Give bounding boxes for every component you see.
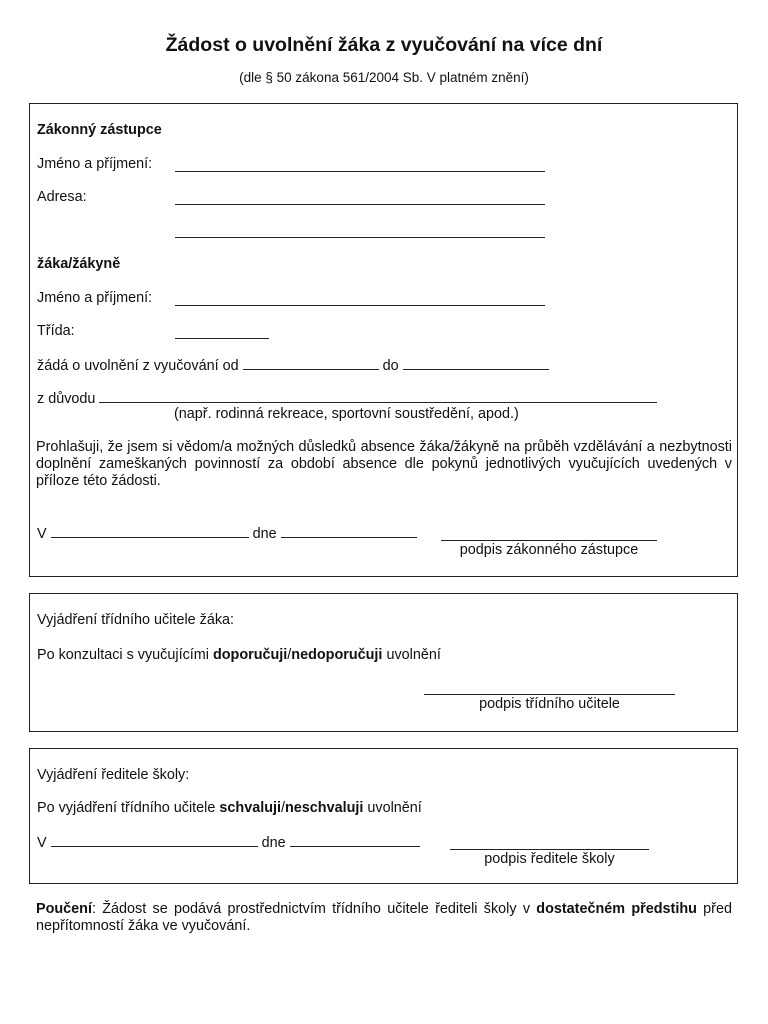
option-recommend[interactable]: doporučuji — [212, 647, 288, 663]
headmaster-signature-caption: podpis ředitele školy — [484, 851, 615, 867]
place-field[interactable] — [51, 833, 258, 847]
request-to-label: do — [382, 358, 399, 374]
guardian-heading: Zákonný zástupce — [37, 122, 162, 138]
note-emphasis: dostatečném předstihu — [536, 901, 697, 917]
option-separator: / — [287, 647, 292, 663]
pupil-name-field[interactable] — [175, 305, 545, 306]
date-label: dne — [252, 526, 277, 542]
headmaster-place-date-line — [37, 833, 420, 852]
date-field[interactable] — [281, 524, 417, 538]
page-subtitle: (dle § 50 zákona 561/2004 Sb. V platném znění) — [239, 70, 529, 85]
class-teacher-section — [29, 593, 738, 732]
statement-prefix: Po konzultaci s vyučujícími — [37, 647, 209, 663]
guardian-name-label: Jméno a příjmení: — [37, 156, 153, 172]
page-title: Žádost o uvolnění žáka z vyučování na více dní — [165, 34, 603, 56]
statement-suffix: uvolnění — [367, 800, 422, 816]
date-field[interactable] — [290, 833, 420, 847]
statement-prefix: Po vyjádření třídního učitele — [37, 800, 216, 816]
option-separator: / — [280, 800, 285, 816]
note-colon: : — [91, 901, 96, 917]
note-text-part2: před nepřítomností žáka ve vyučování. — [36, 901, 732, 934]
date-from-field[interactable] — [243, 356, 379, 370]
place-field[interactable] — [51, 524, 249, 538]
reason-hint: (např. rodinná rekreace, sportovní soustředění, apod.) — [174, 406, 519, 422]
class-label: Třída: — [37, 323, 75, 339]
address-label: Adresa: — [37, 189, 87, 205]
headmaster-heading: Vyjádření ředitele školy: — [37, 767, 190, 783]
class-teacher-heading: Vyjádření třídního učitele žáka: — [37, 612, 235, 628]
statement-suffix: uvolnění — [386, 647, 441, 663]
address-field-line2[interactable] — [175, 237, 545, 238]
option-not-recommend[interactable]: nedoporučuji — [291, 647, 383, 663]
class-teacher-statement — [37, 646, 441, 664]
request-dates-line — [37, 356, 549, 375]
date-label: dne — [261, 835, 286, 851]
pupil-name-label: Jméno a příjmení: — [37, 290, 153, 306]
note-text-part1: Žádost se podává prostřednictvím třídního učitele řediteli školy v — [95, 901, 537, 917]
reason-field[interactable] — [99, 389, 657, 403]
date-to-field[interactable] — [403, 356, 549, 370]
headmaster-statement — [37, 799, 422, 817]
place-label: V — [37, 526, 47, 542]
reason-label: z důvodu — [37, 391, 96, 407]
class-field[interactable] — [175, 338, 269, 339]
note-label: Poučení — [36, 901, 92, 917]
guardian-request-section — [29, 103, 738, 577]
request-prefix: žádá o uvolnění z vyučování od — [37, 358, 239, 374]
headmaster-section — [29, 748, 738, 884]
class-teacher-signature-caption: podpis třídního učitele — [479, 696, 620, 712]
declaration-text: Prohlašuji, že jsem si vědom/a možných důsledků absence žáka/žákyně na průběh vzdělávání a nezbytnosti doplnění zameškaných povinností za období absence dle pokynů jednotlivých vyučujících uvedených v příloze této žádosti. — [36, 439, 732, 489]
guardian-name-field[interactable] — [175, 171, 545, 172]
pupil-heading: žáka/žákyně — [37, 256, 121, 272]
option-reject[interactable]: neschvaluji — [284, 800, 364, 816]
instruction-note — [36, 901, 732, 935]
option-approve[interactable]: schvaluji — [219, 800, 281, 816]
place-label: V — [37, 835, 47, 851]
place-date-line — [37, 524, 417, 543]
address-field-line1[interactable] — [175, 204, 545, 205]
guardian-signature-caption: podpis zákonného zástupce — [459, 542, 639, 558]
